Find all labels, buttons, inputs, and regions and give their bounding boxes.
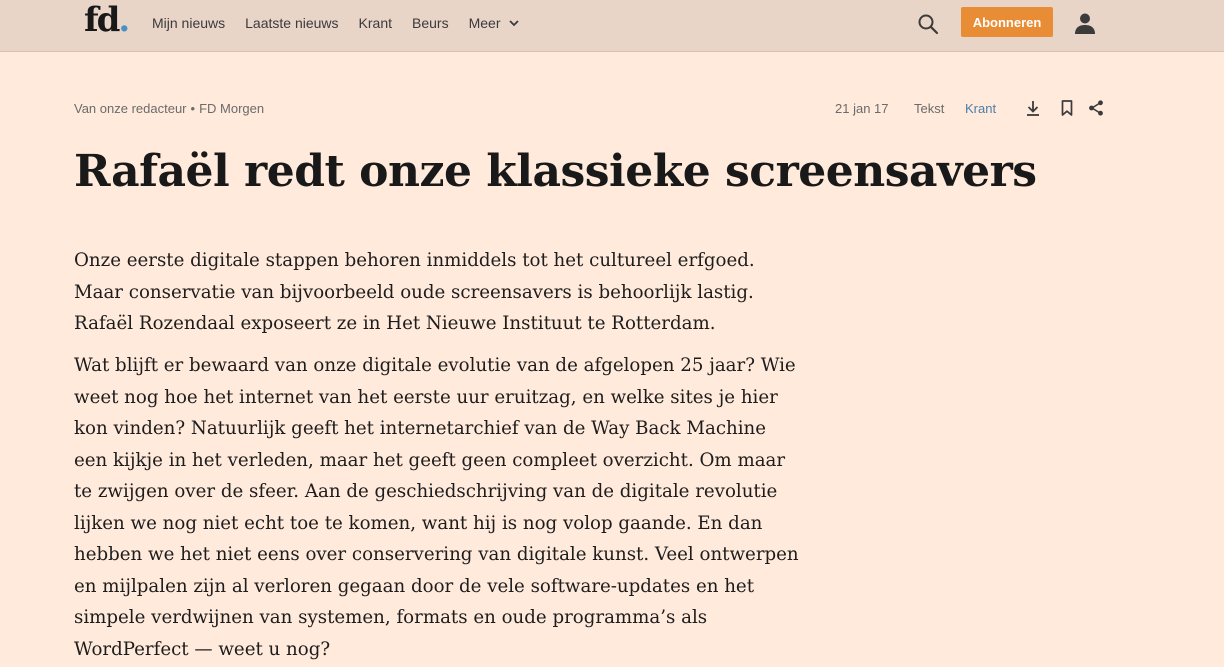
view-paper-toggle[interactable]: Krant [965, 101, 997, 116]
article-lead [74, 245, 804, 340]
bookmark-icon[interactable] [1058, 99, 1076, 117]
lead-line: Maar conservatie van bijvoorbeeld oude screensavers is behoorlijk lastig. [74, 281, 754, 303]
share-icon[interactable] [1087, 99, 1105, 117]
body-line: kon vinden? Natuurlijk geeft het internetarchief van de Way Back Machine [74, 418, 767, 439]
user-icon[interactable] [1073, 11, 1097, 35]
article-date: 21 jan 17 [835, 101, 889, 116]
nav-beurs[interactable]: Beurs [412, 15, 449, 31]
logo-letters: fd [84, 0, 119, 40]
body-line: een kijkje in het verleden, maar het geeft geen compleet overzicht. Om maar [74, 449, 786, 471]
article-title: Rafaël redt onze klassieke screensavers [74, 146, 1037, 197]
nav-krant[interactable]: Krant [358, 15, 393, 31]
body-line: WordPerfect — weet u nog? [74, 638, 331, 660]
body-line: te zwijgen over de sfeer. Aan de geschiedschrijving van de digitale revolutie [74, 481, 778, 502]
nav-mijn-nieuws[interactable]: Mijn nieuws [152, 15, 226, 31]
body-line: lijken we nog niet echt toe te komen, want hij is nog volop gaande. En dan [74, 512, 763, 534]
body-line: weet nog hoe het internet van het eerste uur eruitzag, en welke sites je hier [74, 386, 778, 408]
main-nav [152, 0, 540, 46]
top-navigation-bar [0, 0, 1224, 52]
logo-dot: . [118, 0, 129, 40]
view-text-toggle[interactable]: Tekst [914, 101, 945, 116]
article-body-paragraph [74, 350, 804, 665]
body-line: en mijlpalen zijn al verloren gegaan door de vele software-updates en het [74, 575, 755, 597]
download-icon[interactable] [1024, 99, 1042, 117]
search-icon[interactable] [917, 13, 939, 35]
subscribe-button[interactable]: Abonneren [961, 7, 1053, 37]
nav-meer[interactable] [469, 15, 520, 31]
byline-separator: • [190, 101, 196, 116]
nav-meer-label: Meer [468, 15, 501, 31]
fd-logo[interactable] [84, 0, 128, 40]
nav-laatste-nieuws[interactable]: Laatste nieuws [245, 15, 339, 31]
body-line: hebben we het niet eens over conservering van digitale kunst. Veel ontwerpen [74, 544, 799, 565]
body-line: simpele verdwijnen van systemen, formats en oude programma’s als [74, 607, 708, 628]
lead-line: Onze eerste digitale stappen behoren inmiddels tot het cultureel erfgoed. [74, 250, 755, 271]
article-byline [74, 101, 264, 116]
byline-section[interactable]: FD Morgen [199, 101, 265, 116]
body-line: Wat blijft er bewaard van onze digitale evolutie van de afgelopen 25 jaar? Wie [74, 355, 796, 376]
byline-author: Van onze redacteur [74, 101, 187, 116]
lead-line: Rafaël Rozendaal exposeert ze in Het Nieuwe Instituut te Rotterdam. [74, 313, 716, 334]
chevron-down-icon [508, 17, 520, 29]
